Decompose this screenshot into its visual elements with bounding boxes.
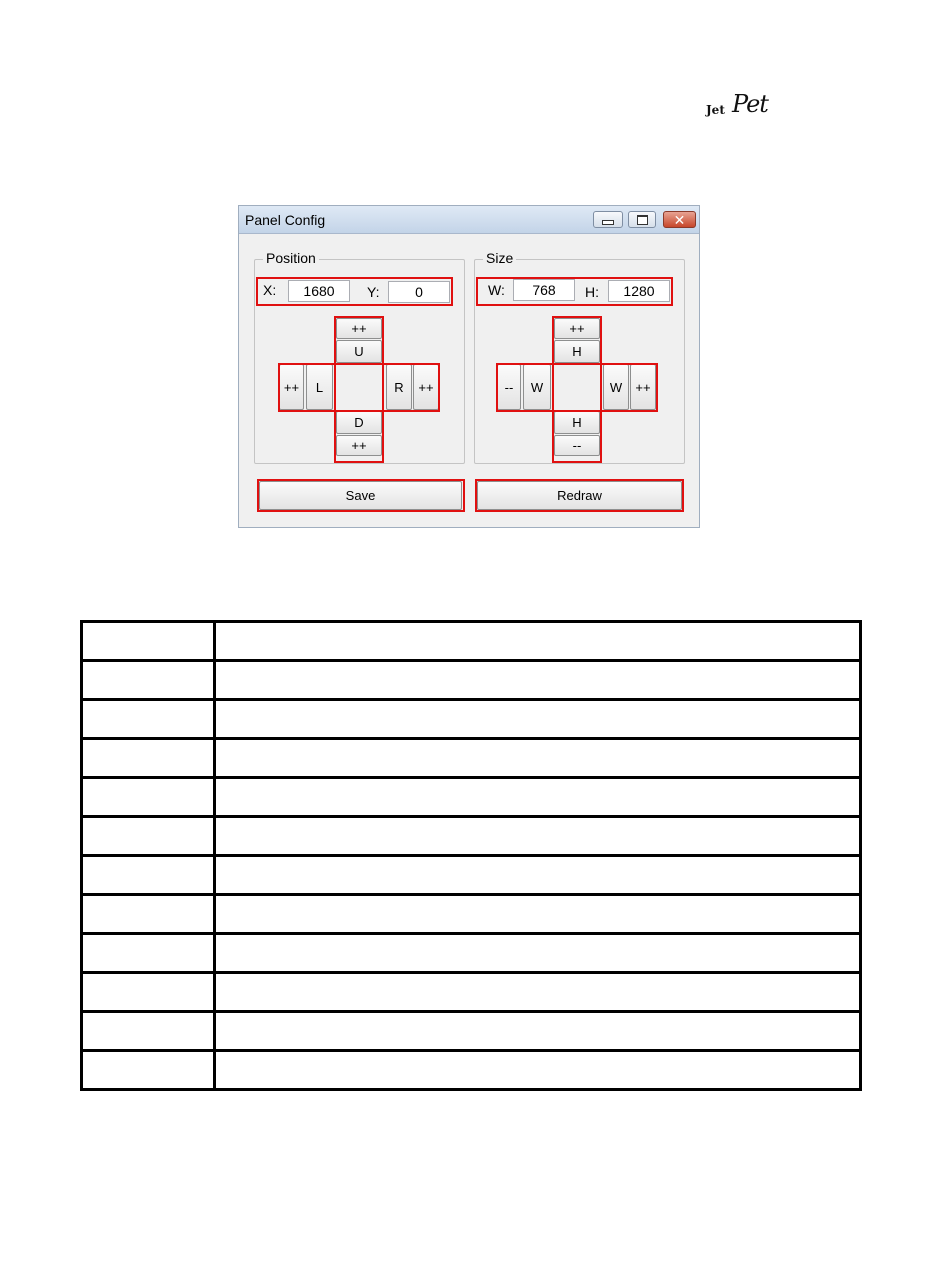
table-cell-key bbox=[82, 856, 215, 895]
table-row bbox=[82, 700, 861, 739]
description-table bbox=[80, 620, 862, 1091]
logo-pet-text: Pet bbox=[732, 90, 768, 118]
table-cell-key bbox=[82, 739, 215, 778]
move-left-button[interactable]: L bbox=[306, 364, 333, 410]
close-icon: ✕ bbox=[673, 211, 686, 228]
jetpet-logo bbox=[706, 90, 786, 124]
close-button[interactable] bbox=[663, 211, 696, 228]
w-label: W: bbox=[488, 282, 505, 298]
table-cell-key bbox=[82, 973, 215, 1012]
title-bar[interactable] bbox=[239, 206, 699, 234]
table-cell-value bbox=[215, 973, 861, 1012]
table-row bbox=[82, 817, 861, 856]
move-up-button[interactable]: U bbox=[336, 340, 382, 363]
table-cell-value bbox=[215, 661, 861, 700]
table-row bbox=[82, 934, 861, 973]
redraw-highlight bbox=[475, 479, 684, 512]
minimize-icon bbox=[602, 220, 614, 225]
table-row bbox=[82, 973, 861, 1012]
table-cell-value bbox=[215, 817, 861, 856]
minimize-button[interactable] bbox=[593, 211, 623, 228]
position-legend: Position bbox=[263, 250, 319, 266]
height-decrease-fast-button[interactable]: -- bbox=[554, 435, 600, 456]
table-cell-value bbox=[215, 934, 861, 973]
table-row bbox=[82, 622, 861, 661]
width-decrease-fast-button[interactable]: -- bbox=[497, 364, 521, 410]
redraw-button[interactable]: Redraw bbox=[477, 481, 682, 510]
table-cell-key bbox=[82, 895, 215, 934]
table-cell-value bbox=[215, 739, 861, 778]
save-highlight bbox=[257, 479, 465, 512]
table-cell-value bbox=[215, 622, 861, 661]
wh-highlight bbox=[476, 277, 673, 306]
table-cell-value bbox=[215, 1012, 861, 1051]
table-row bbox=[82, 1012, 861, 1051]
table-cell-key bbox=[82, 661, 215, 700]
table-cell-key bbox=[82, 778, 215, 817]
table-row bbox=[82, 661, 861, 700]
height-decrease-button[interactable]: H bbox=[554, 411, 600, 434]
table-cell-key bbox=[82, 1051, 215, 1090]
table-cell-key bbox=[82, 817, 215, 856]
logo-jet-text: Jet bbox=[706, 103, 725, 117]
move-down-fast-button[interactable]: ++ bbox=[336, 435, 382, 456]
table-row bbox=[82, 895, 861, 934]
height-input[interactable]: 1280 bbox=[608, 280, 670, 302]
table-cell-key bbox=[82, 700, 215, 739]
panel-config-window bbox=[238, 205, 700, 528]
table-row bbox=[82, 1051, 861, 1090]
width-input[interactable]: 768 bbox=[513, 279, 575, 301]
table-cell-value bbox=[215, 700, 861, 739]
move-down-button[interactable]: D bbox=[336, 411, 382, 434]
save-button[interactable]: Save bbox=[259, 481, 462, 510]
width-adjust-highlight bbox=[496, 363, 658, 412]
width-increase-button[interactable]: W bbox=[603, 364, 629, 410]
table-cell-value bbox=[215, 856, 861, 895]
maximize-icon bbox=[637, 215, 648, 225]
move-up-fast-button[interactable]: ++ bbox=[336, 318, 382, 339]
width-decrease-button[interactable]: W bbox=[523, 364, 551, 410]
height-increase-button[interactable]: H bbox=[554, 340, 600, 363]
height-increase-fast-button[interactable]: ++ bbox=[554, 318, 600, 339]
maximize-button[interactable] bbox=[628, 211, 656, 228]
table-cell-value bbox=[215, 895, 861, 934]
x-label: X: bbox=[263, 282, 277, 298]
width-increase-fast-button[interactable]: ++ bbox=[630, 364, 656, 410]
size-legend: Size bbox=[483, 250, 516, 266]
y-input[interactable]: 0 bbox=[388, 281, 450, 303]
table-cell-key bbox=[82, 1012, 215, 1051]
size-group bbox=[474, 250, 685, 464]
move-right-button[interactable]: R bbox=[386, 364, 412, 410]
position-group bbox=[254, 250, 465, 464]
move-left-fast-button[interactable]: ++ bbox=[279, 364, 304, 410]
table-row bbox=[82, 856, 861, 895]
xy-highlight bbox=[256, 277, 453, 306]
move-right-fast-button[interactable]: ++ bbox=[413, 364, 439, 410]
table-cell-key bbox=[82, 622, 215, 661]
y-label: Y: bbox=[367, 284, 380, 300]
window-title: Panel Config bbox=[245, 212, 326, 228]
table-row bbox=[82, 778, 861, 817]
table-row bbox=[82, 739, 861, 778]
h-label: H: bbox=[585, 284, 599, 300]
table-cell-key bbox=[82, 934, 215, 973]
table-cell-value bbox=[215, 1051, 861, 1090]
horizontal-move-highlight bbox=[278, 363, 440, 412]
table-cell-value bbox=[215, 778, 861, 817]
x-input[interactable]: 1680 bbox=[288, 280, 350, 302]
